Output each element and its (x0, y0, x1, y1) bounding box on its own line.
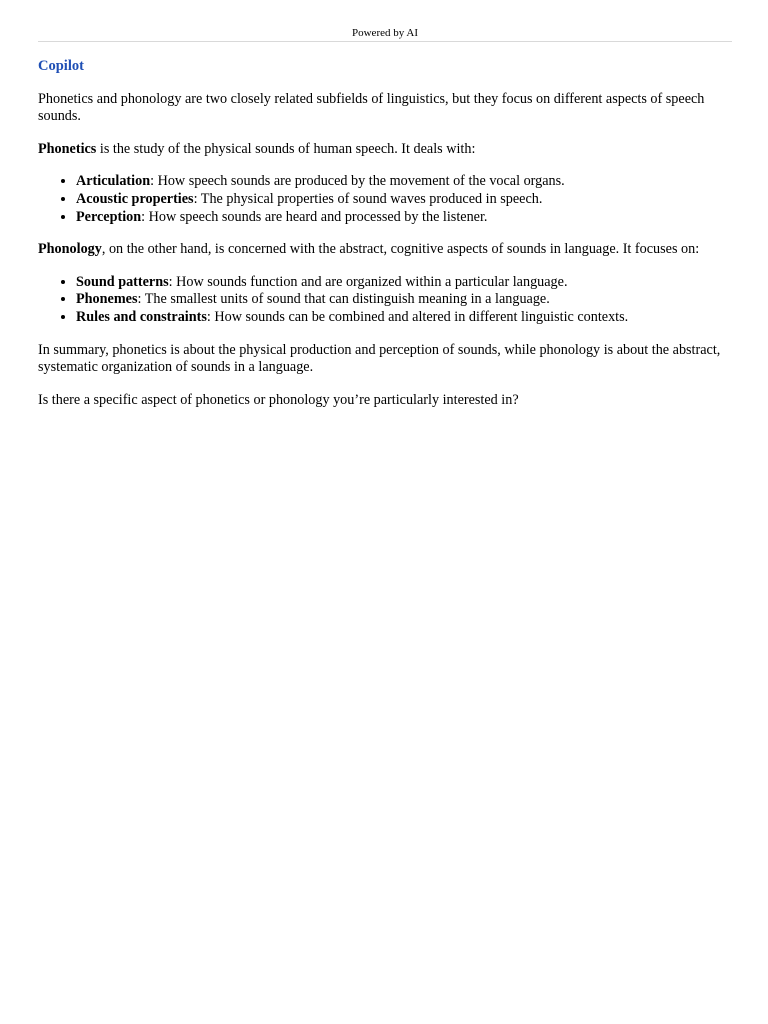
phonetics-description: is the study of the physical sounds of human speech. It deals with: (96, 140, 476, 157)
phonology-list (38, 274, 732, 327)
follow-up-question: Is there a specific aspect of phonetics or phonology you’re particularly interested in? (38, 391, 519, 408)
list-item-text: : How speech sounds are produced by the movement of the vocal organs. (150, 173, 565, 190)
phonetics-list (38, 173, 732, 226)
list-item-term: Perception (76, 208, 142, 225)
list-item-term: Phonemes (76, 291, 138, 308)
list-item-term: Articulation (76, 173, 151, 190)
list-item-text: : The smallest units of sound that can distinguish meaning in a language. (137, 291, 550, 308)
list-item-text: : The physical properties of sound waves produced in speech. (193, 190, 543, 207)
sender-name: Copilot (38, 58, 84, 74)
list-item-term: Acoustic properties (76, 190, 194, 207)
summary-paragraph: In summary, phonetics is about the physical production and perception of sounds, while phonology is about the abstract, systematic organization of sounds in a language. (38, 341, 721, 376)
powered-by-label: Powered by AI (352, 27, 418, 39)
intro-paragraph: Phonetics and phonology are two closely related subfields of linguistics, but they focus on different aspects of speech sounds. (38, 90, 705, 125)
list-item-term: Rules and constraints (76, 308, 207, 325)
phonetics-term: Phonetics (38, 140, 97, 157)
phonology-description: , on the other hand, is concerned with the abstract, cognitive aspects of sounds in language. It focuses on: (101, 241, 700, 258)
list-item-term: Sound patterns (76, 273, 169, 290)
phonology-term: Phonology (38, 241, 102, 258)
phonetics-paragraph (38, 141, 732, 159)
list-item-text: : How sounds can be combined and altered in different linguistic contexts. (206, 308, 629, 325)
list-item (76, 291, 732, 309)
list-item (76, 309, 732, 327)
list-item-text: : How sounds function and are organized within a particular language. (168, 273, 568, 290)
list-item (76, 173, 732, 191)
list-item (76, 209, 732, 227)
header-divider (38, 41, 732, 42)
phonology-paragraph (38, 241, 732, 259)
list-item (76, 274, 732, 292)
list-item-text: : How speech sounds are heard and processed by the listener. (141, 208, 488, 225)
list-item (76, 191, 732, 209)
message-body (38, 58, 732, 424)
